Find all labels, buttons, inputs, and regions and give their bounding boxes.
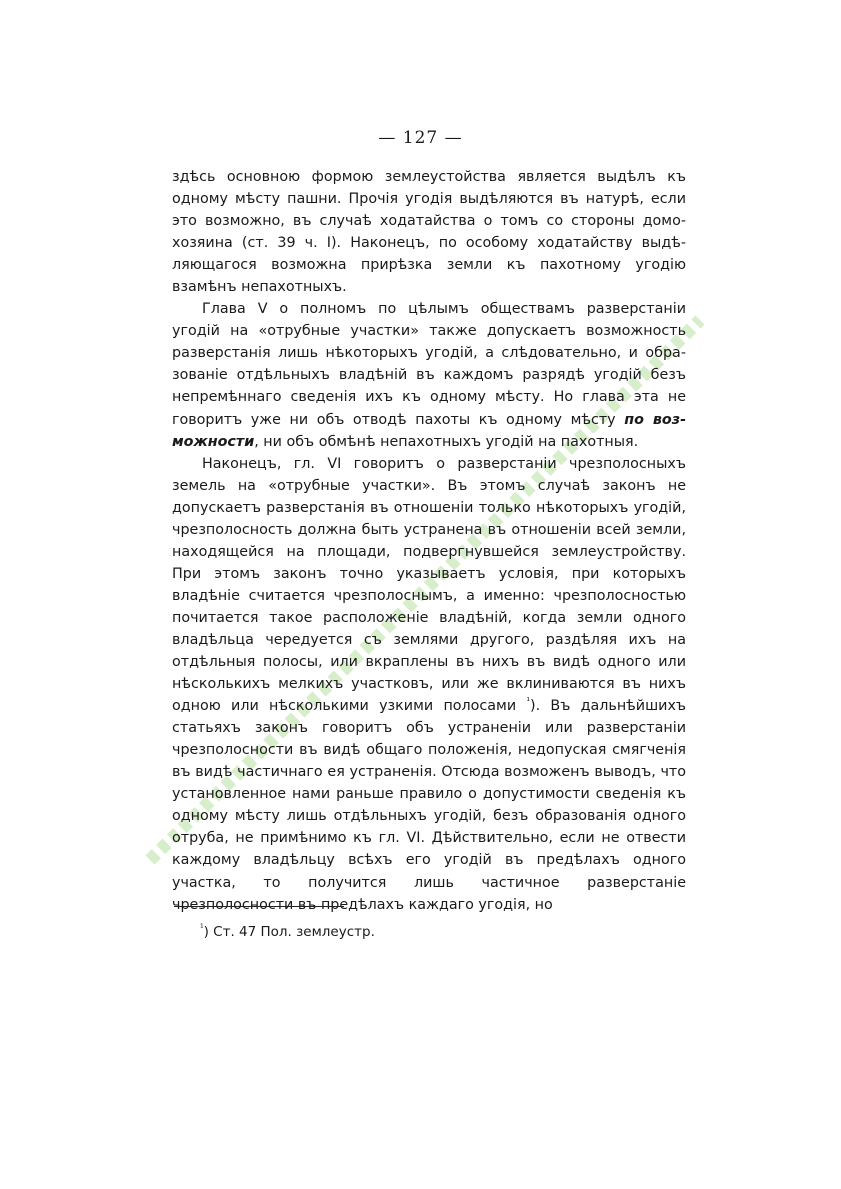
- paragraph-text: , ни объ обмѣнѣ непахотныхъ угодій на пахотныя.: [254, 433, 639, 450]
- paragraph-text: Наконецъ, гл. VI говоритъ о разверстаніи чрезполосныхъ земель на «отрубные участки». Въ этомъ случаѣ законъ не допускаетъ разверстанія въ отношеніи только нѣкоторыхъ угодій, чрезполосность должна быть устранена въ отношеніи всей земли, находящейся на площади, подвергнувшейся землеустройству. При этомъ законъ точно указываетъ условія, при которыхъ владѣніе считается чрезполоснымъ, а именно: чрезполосностью почитается такое расположеніе владѣній, когда земли одного владѣльца чередуется съ землями другого, раздѣляя ихъ на отдѣльныя полосы, или вкраплены въ нихъ въ видѣ одного или нѣсколькихъ мелкихъ участковъ, или же вклиниваются въ нихъ одною или нѣсколькими узкими полосами: [172, 455, 686, 715]
- paragraph: [172, 298, 686, 452]
- footnote-text: ) Ст. 47 Пол. землеустр.: [203, 924, 375, 940]
- paragraph-text: ). Въ дальнѣйшихъ статьяхъ законъ говоритъ объ устраненіи или разверстаніи чрезполосности въ видѣ общаго положенія, недопуская смягченія въ видѣ частичнаго ея устраненія. Отсюда возможенъ выводъ, что установленное нами раньше правило о допустимости сведенія къ одному мѣсту лишь отдѣльныхъ угодій, безъ образованія одного отруба, не примѣнимо къ гл. VI. Дѣйствительно, если не отвести каждому владѣльцу всѣхъ его угодій въ предѣлахъ одного участка, то получится лишь частичное разверстаніе чрезполосности въ предѣлахъ каждаго угодія, но: [172, 698, 687, 913]
- footnote: [200, 924, 375, 940]
- paragraph-text: здѣсь основною формою землеустойства является выдѣлъ къ одному мѣсту пашни. Прочія угодія выдѣляются въ натурѣ, если это возможно, въ случаѣ ходатайства о томъ со стороны домохозяина (ст. 39 ч. I). Наконецъ, по особому ходатайству выдѣляющагося возможна прирѣзка земли къ пахотному угодію взамѣнъ непахотныхъ.: [172, 169, 686, 296]
- paragraph: [172, 166, 686, 298]
- footnote-marker: ¹: [200, 923, 204, 934]
- footnote-divider: [174, 906, 344, 907]
- body-text: [172, 166, 686, 916]
- page-number: — 127 —: [378, 128, 463, 148]
- footnote-reference: ¹: [526, 697, 531, 708]
- paragraph: [172, 453, 686, 916]
- paragraph-text: Глава V о полномъ по цѣлымъ обществамъ разверстаніи угодій на «отрубные участки» также допускаетъ возможность разверстанія лишь нѣкоторыхъ угодій, а слѣдовательно, и образованіе отдѣльныхъ владѣній въ каждомъ разрядѣ угодій безъ непремѣннаго сведенія ихъ къ одному мѣсту. Но глава эта не говоритъ уже ни объ отводѣ пахоты къ одному мѣсту: [172, 301, 686, 428]
- emphasis-text: по возможности: [172, 411, 686, 450]
